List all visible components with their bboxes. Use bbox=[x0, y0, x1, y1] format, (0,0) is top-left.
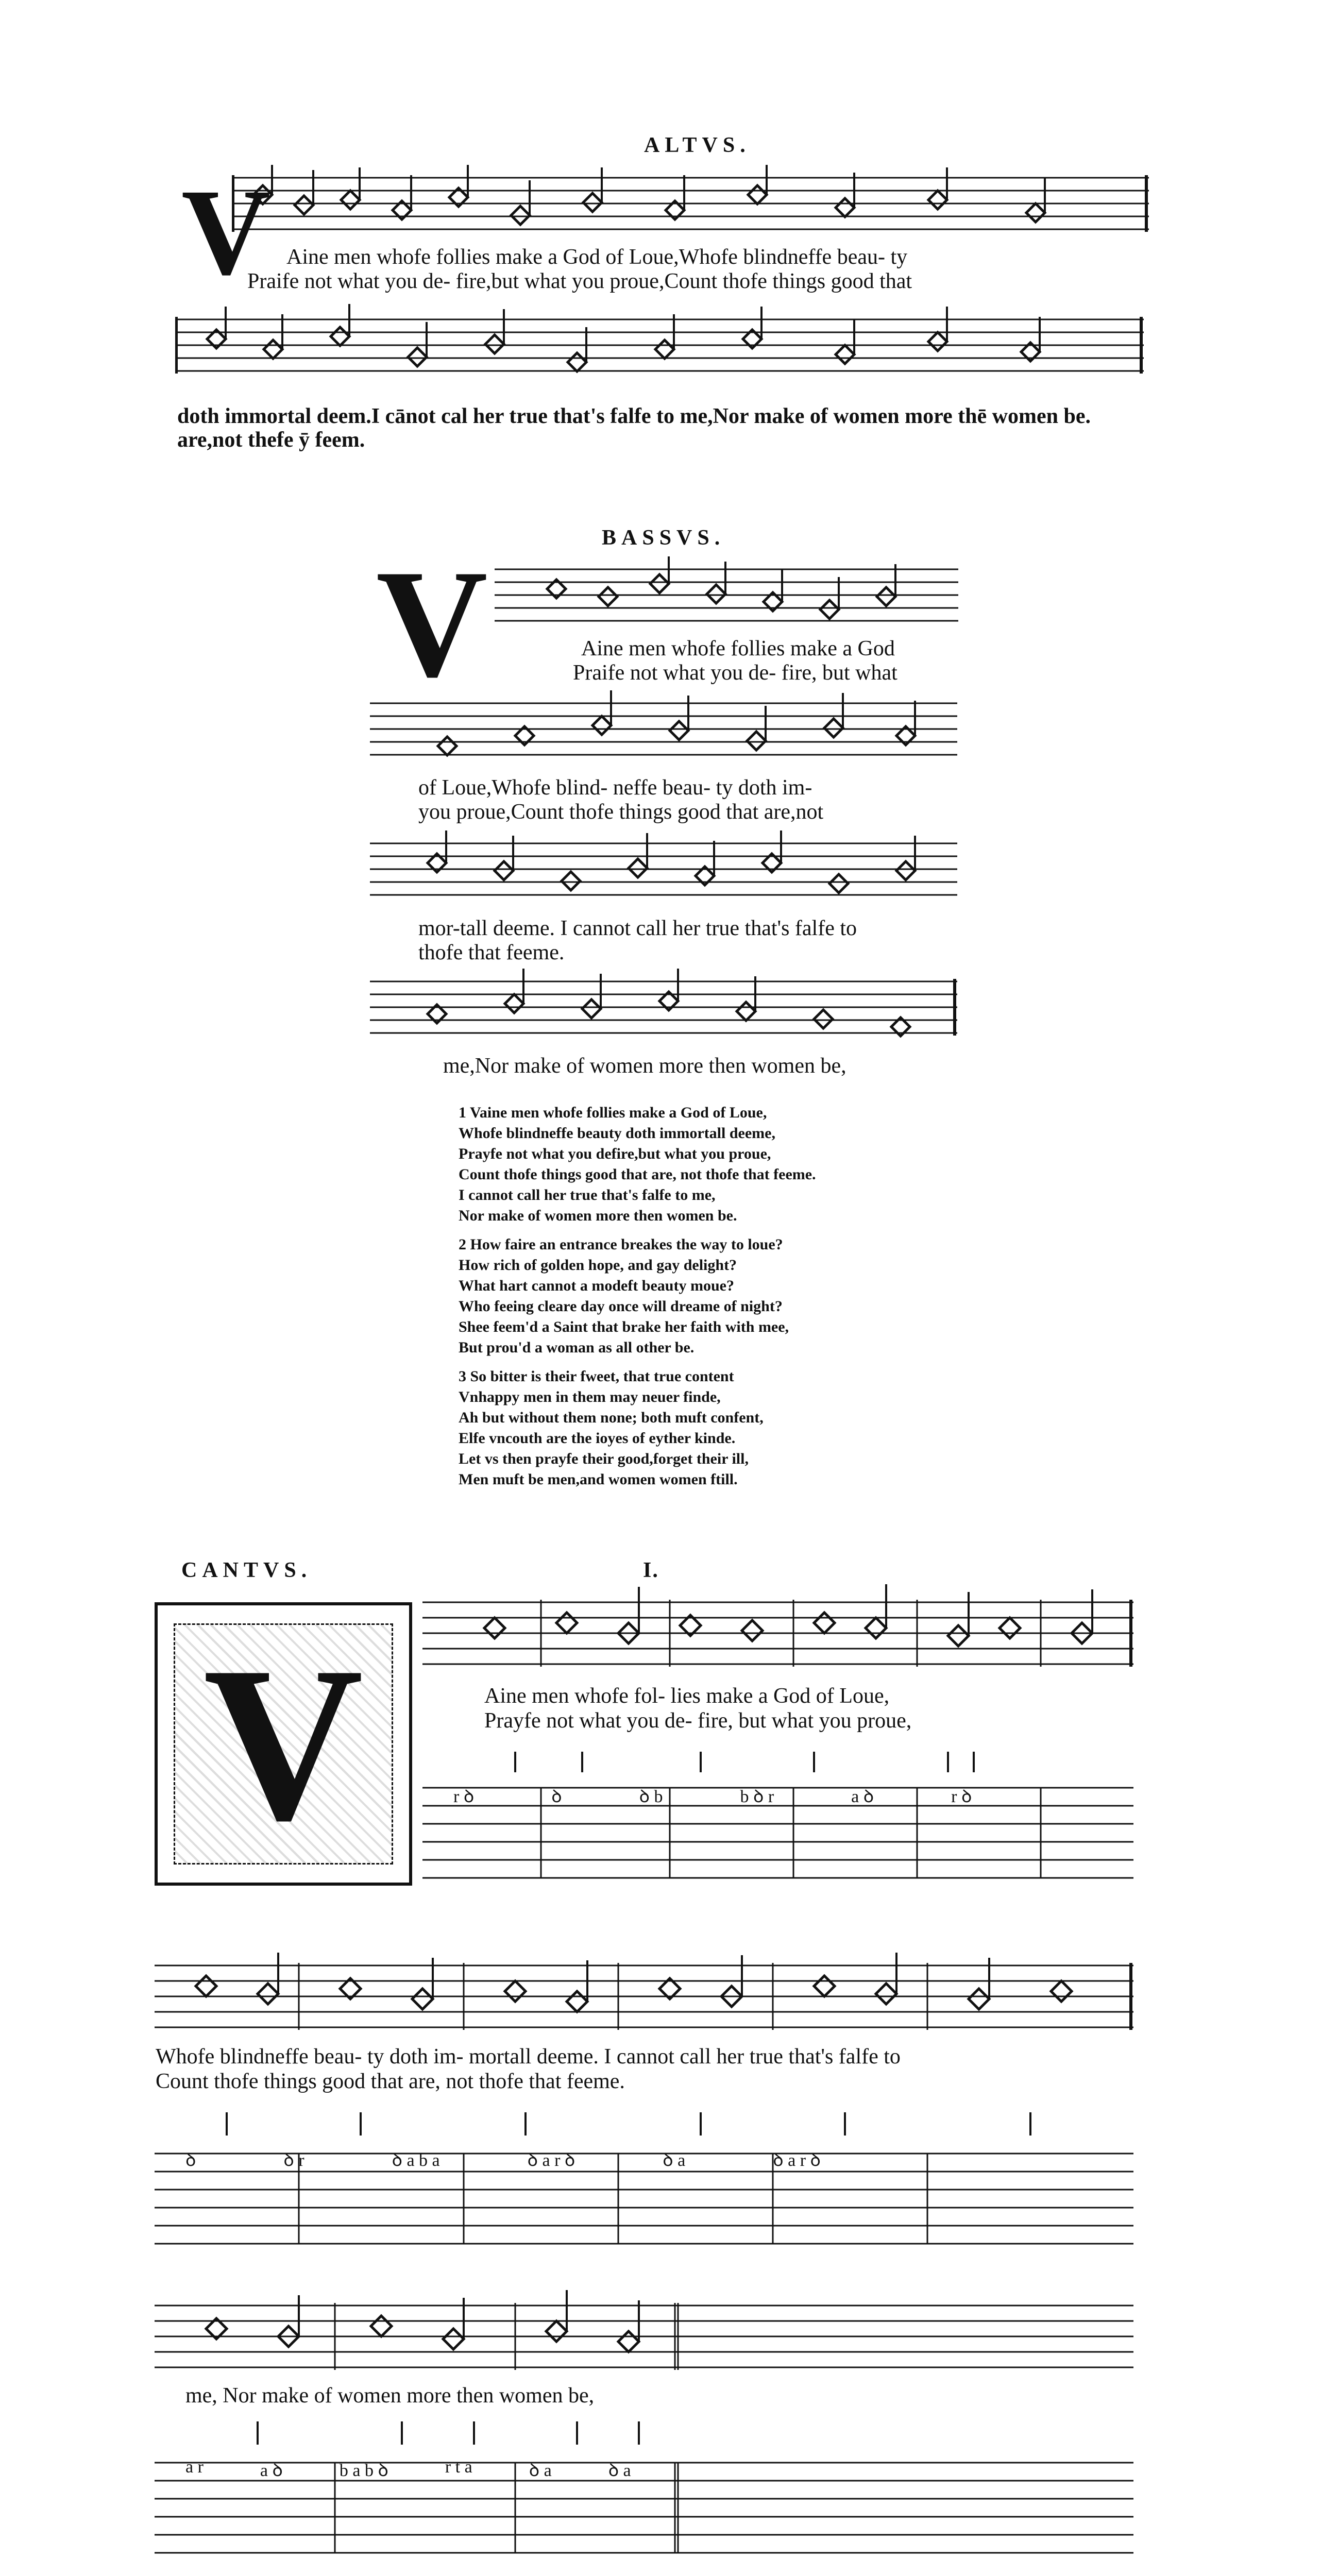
cantus-lyric-2a: Whofe blindneffe beau- ty doth im- mortall deeme. I cannot call her true that's falfe to bbox=[156, 2045, 901, 2069]
tab-cell: b a b ꝺ bbox=[339, 2461, 388, 2480]
cantus-tablature-1 bbox=[422, 1747, 1133, 1891]
cantus-lyric-3a: me, Nor make of women more then women be, bbox=[185, 2384, 595, 2408]
tab-cell: ꝺ bbox=[185, 2151, 196, 2170]
altus-staff-2 bbox=[175, 304, 1144, 386]
bassus-lyric-3a: mor-tall deeme. I cannot call her true that's falfe to bbox=[418, 917, 857, 940]
cantus-tab-letters-3 bbox=[185, 2458, 701, 2481]
verse-line: I cannot call her true that's falfe to me, bbox=[459, 1187, 716, 1204]
cantus-number: I. bbox=[643, 1558, 659, 1582]
verse-line: But prou'd a woman as all other be. bbox=[459, 1339, 695, 1356]
tab-cell: ꝺ b bbox=[639, 1787, 663, 1806]
verse-line: 3 So bitter is their fweet, that true content bbox=[459, 1368, 734, 1385]
altus-lyric-1a: Aine men whofe follies make a God of Loue,Whofe blindneffe beau- ty bbox=[286, 245, 908, 269]
cantus-tablature-2 bbox=[155, 2107, 1133, 2262]
cantus-tab-letters-1 bbox=[453, 1784, 1123, 1807]
ornament-frame bbox=[174, 1623, 393, 1865]
tab-cell: ꝺ bbox=[551, 1787, 562, 1806]
verse-2 bbox=[459, 1234, 816, 1358]
bassus-lyric-2b: you proue,Count thofe things good that are,not bbox=[418, 800, 824, 824]
cantus-heading: CANTVS. bbox=[181, 1558, 312, 1582]
verse-line: How rich of golden hope, and gay delight? bbox=[459, 1257, 737, 1274]
bassus-staff-4 bbox=[370, 969, 957, 1046]
tab-cell: ꝺ a b a bbox=[392, 2151, 440, 2170]
cantus-decorated-initial bbox=[155, 1602, 412, 1886]
cantus-lyric-1b: Prayfe not what you de- fire, but what you proue, bbox=[484, 1709, 912, 1733]
verse-line: Whofe blindneffe beauty doth immortall deeme, bbox=[459, 1125, 775, 1142]
cantus-tab-letters-2 bbox=[185, 2147, 1113, 2171]
bassus-lyric-4a: me,Nor make of women more then women be, bbox=[443, 1054, 846, 1078]
tab-cell: ꝺ r bbox=[283, 2151, 304, 2170]
verse-line: Let vs then prayfe their good,forget their ill, bbox=[459, 1450, 749, 1467]
tab-cell: r ꝺ bbox=[951, 1787, 972, 1806]
cantus-initial: V bbox=[203, 1621, 364, 1867]
verses-block bbox=[459, 1103, 816, 1490]
tab-cell: ꝺ a bbox=[529, 2461, 552, 2480]
bassus-staff-2 bbox=[370, 690, 957, 768]
verse-line: Ah but without them none; both muft confent, bbox=[459, 1409, 764, 1426]
verse-line: Nor make of women more then women be. bbox=[459, 1207, 737, 1224]
verse-line: Shee feem'd a Saint that brake her faith with mee, bbox=[459, 1318, 789, 1335]
altus-lyric-2a: doth immortal deem.I cānot cal her true that's falfe to me,Nor make of women more thē women be. bbox=[177, 404, 1091, 428]
altus-initial: V bbox=[181, 163, 271, 300]
tab-cell: a r bbox=[185, 2458, 204, 2477]
altus-lyric-2b: are,not thefe ȳ feem. bbox=[177, 428, 365, 452]
bassus-staff-3 bbox=[370, 831, 957, 908]
bassus-initial: V bbox=[376, 538, 488, 709]
altus-lyric-1b: Praife not what you de- fire,but what you proue,Count thofe things good that bbox=[247, 269, 912, 293]
cantus-staff-1 bbox=[422, 1582, 1133, 1680]
verse-line: 1 Vaine men whofe follies make a God of Loue, bbox=[459, 1104, 767, 1121]
verse-line: Prayfe not what you defire,but what you proue, bbox=[459, 1145, 771, 1162]
bassus-staff-1 bbox=[495, 556, 958, 634]
bassus-lyric-1a: Aine men whofe follies make a God bbox=[581, 637, 895, 660]
verse-3 bbox=[459, 1366, 816, 1490]
cantus-lyric-2b: Count thofe things good that are, not thofe that feeme. bbox=[156, 2070, 625, 2093]
verse-1 bbox=[459, 1103, 816, 1226]
altus-staff-1 bbox=[232, 165, 1149, 242]
tab-cell: ꝺ a r ꝺ bbox=[773, 2151, 821, 2170]
tab-cell: r ꝺ bbox=[453, 1787, 475, 1806]
bassus-lyric-1b: Praife not what you de- fire, but what bbox=[573, 661, 897, 685]
tab-cell: a ꝺ bbox=[851, 1787, 874, 1806]
verse-line: 2 How faire an entrance breakes the way to loue? bbox=[459, 1236, 783, 1253]
altus-staff-2-notes bbox=[207, 327, 1040, 371]
tab-cell: r t a bbox=[445, 2458, 472, 2477]
tab-cell: ꝺ a r ꝺ bbox=[527, 2151, 575, 2170]
verse-line: What hart cannot a modeft beauty moue? bbox=[459, 1277, 734, 1294]
tab-cell: a ꝺ bbox=[260, 2461, 283, 2480]
verse-line: Men muft be men,and women women ftill. bbox=[459, 1471, 738, 1488]
verse-line: Vnhappy men in them may neuer finde, bbox=[459, 1388, 721, 1405]
tab-cell: ꝺ a bbox=[663, 2151, 686, 2170]
bassus-heading: BASSVS. bbox=[602, 526, 725, 550]
cantus-staff-2 bbox=[155, 1947, 1133, 2040]
bassus-lyric-3b: thofe that feeme. bbox=[418, 941, 565, 964]
cantus-lyric-1a: Aine men whofe fol- lies make a God of Loue, bbox=[484, 1684, 890, 1708]
tab-cell: ꝺ a bbox=[608, 2461, 631, 2480]
bassus-lyric-2a: of Loue,Whofe blind- neffe beau- ty doth im- bbox=[418, 776, 812, 800]
verse-line: Who feeing cleare day once will dreame of night? bbox=[459, 1298, 783, 1315]
cantus-tablature-3 bbox=[155, 2416, 1133, 2571]
altus-heading: ALTVS. bbox=[644, 133, 751, 157]
tab-cell: b ꝺ r bbox=[740, 1787, 774, 1806]
cantus-staff-3 bbox=[155, 2287, 1133, 2375]
verse-line: Elfe vncouth are the ioyes of eyther kinde. bbox=[459, 1430, 736, 1447]
verse-line: Count thofe things good that are, not thofe that feeme. bbox=[459, 1166, 816, 1183]
